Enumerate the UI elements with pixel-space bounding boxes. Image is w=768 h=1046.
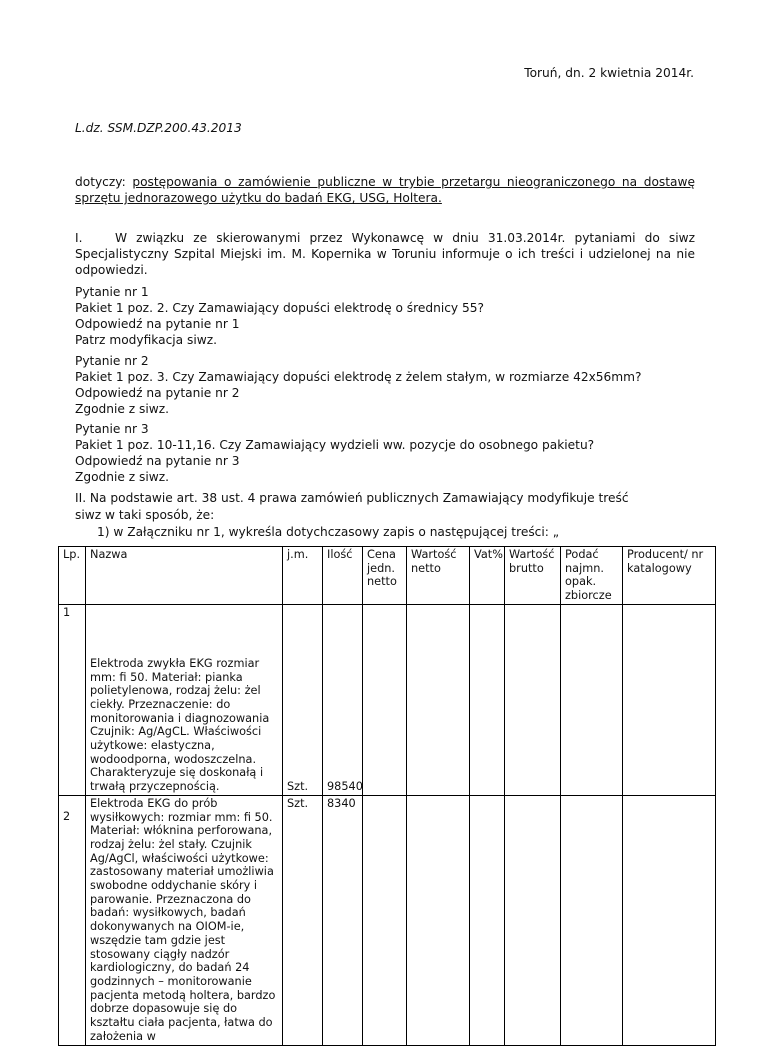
cell-vat <box>470 604 505 795</box>
specification-table <box>58 546 716 1046</box>
cell-producent <box>623 795 716 1045</box>
question-block-1 <box>75 284 695 348</box>
answer-label: Odpowiedź na pytanie nr 3 <box>75 454 240 468</box>
cell-wartosc-netto <box>407 795 470 1045</box>
document-date: Toruń, dn. 2 kwietnia 2014r. <box>524 66 694 80</box>
cell-ilosc: 98540 <box>323 604 363 795</box>
answer-text: Zgodnie z siwz. <box>75 402 170 416</box>
col-header-podac: Podać najmn. opak. zbiorcze <box>561 547 623 605</box>
section-1-text: W związku ze skierowanymi przez Wykonawcę w dniu 31.03.2014r. pytaniami do siwz Specjalistyczny Szpital Miejski im. M. Kopernika w Toruniu informuje o ich treści i udzielonej na nie odpowiedzi. <box>75 231 695 277</box>
cell-lp: 1 <box>59 604 86 795</box>
cell-wartosc-netto <box>407 604 470 795</box>
cell-wartosc-brutto <box>505 795 561 1045</box>
question-title: Pytanie nr 2 <box>75 354 149 368</box>
question-block-3 <box>75 421 695 485</box>
cell-cena <box>363 795 407 1045</box>
cell-nazwa: Elektroda EKG do prób wysiłkowych: rozmiar mm: fi 50. Materiał: włóknina perforowana, rodzaj żelu: żel stały. Czujnik Ag/AgCl, właściwości użytkowe: zastosowany materiał umożliwia swobodne oddychanie skóry i parowanie. Przeznaczona do badań: wysiłkowych, badań dokonywanych na OIOM-ie, wszędzie tam gdzie jest stosowany ciągły nadzór kardiologiczny, do badań 24 godzinnych – monitorowanie pacjenta metodą holtera, bardzo dobrze dopasowuje się do kształtu ciała pacjenta, łatwa do założenia w <box>86 795 283 1045</box>
reference-number: L.dz. SSM.DZP.200.43.2013 <box>75 121 242 135</box>
table-row <box>59 795 716 1045</box>
table-header-row <box>59 547 716 605</box>
col-header-vat: Vat% <box>470 547 505 605</box>
col-header-jm: j.m. <box>283 547 323 605</box>
col-header-ilosc: Ilość <box>323 547 363 605</box>
subject-prefix: dotyczy: <box>75 175 133 189</box>
question-block-2 <box>75 353 695 417</box>
col-header-nazwa: Nazwa <box>86 547 283 605</box>
cell-podac <box>561 604 623 795</box>
cell-podac <box>561 795 623 1045</box>
answer-text: Patrz modyfikacja siwz. <box>75 333 218 347</box>
col-header-producent: Producent/ nr katalogowy <box>623 547 716 605</box>
subject-text: postępowania o zamówienie publiczne w trybie przetargu nieograniczonego na dostawę sprzętu jednorazowego użytku do badań EKG, USG, Holtera. <box>75 175 695 205</box>
question-text: Pakiet 1 poz. 10-11,16. Czy Zamawiający wydzieli ww. pozycje do osobnego pakietu? <box>75 438 595 452</box>
section-2-item-1: 1) w Załączniku nr 1, wykreśla dotychczasowy zapis o następującej treści: „ <box>97 525 560 539</box>
subject-paragraph <box>75 174 695 206</box>
cell-producent <box>623 604 716 795</box>
cell-nazwa: Elektroda zwykła EKG rozmiar mm: fi 50. Materiał: pianka polietylenowa, rodzaj żelu: żel ciekły. Przeznaczenie: do monitorowania i diagnozowania Czujnik: Ag/AgCL. Właściwości użytkowe: elastyczna, wodoodporna, wodoszczelna. Charakteryzuje się doskonałą i trwałą przyczepnością. <box>86 604 283 795</box>
question-title: Pytanie nr 3 <box>75 422 149 436</box>
section-2 <box>75 490 635 541</box>
answer-label: Odpowiedź na pytanie nr 2 <box>75 386 240 400</box>
question-title: Pytanie nr 1 <box>75 285 149 299</box>
question-text: Pakiet 1 poz. 3. Czy Zamawiający dopuści elektrodę z żelem stałym, w rozmiarze 42x56mm? <box>75 370 642 384</box>
cell-jm: Szt. <box>283 604 323 795</box>
answer-label: Odpowiedź na pytanie nr 1 <box>75 317 240 331</box>
section-1-number: I. <box>75 231 83 245</box>
col-header-lp: Lp. <box>59 547 86 605</box>
table-row <box>59 604 716 795</box>
cell-ilosc: 8340 <box>323 795 363 1045</box>
cell-cena <box>363 604 407 795</box>
cell-wartosc-brutto <box>505 604 561 795</box>
cell-lp: 2 <box>59 795 86 1045</box>
cell-vat <box>470 795 505 1045</box>
answer-text: Zgodnie z siwz. <box>75 470 170 484</box>
cell-jm: Szt. <box>283 795 323 1045</box>
section-1-paragraph <box>75 230 695 278</box>
question-text: Pakiet 1 poz. 2. Czy Zamawiający dopuści elektrodę o średnicy 55? <box>75 301 484 315</box>
section-2-text: II. Na podstawie art. 38 ust. 4 prawa zamówień publicznych Zamawiający modyfikuje treść siwz w taki sposób, że: <box>75 491 629 522</box>
col-header-cena: Cena jedn. netto <box>363 547 407 605</box>
col-header-wartosc-brutto: Wartość brutto <box>505 547 561 605</box>
col-header-wartosc-netto: Wartość netto <box>407 547 470 605</box>
